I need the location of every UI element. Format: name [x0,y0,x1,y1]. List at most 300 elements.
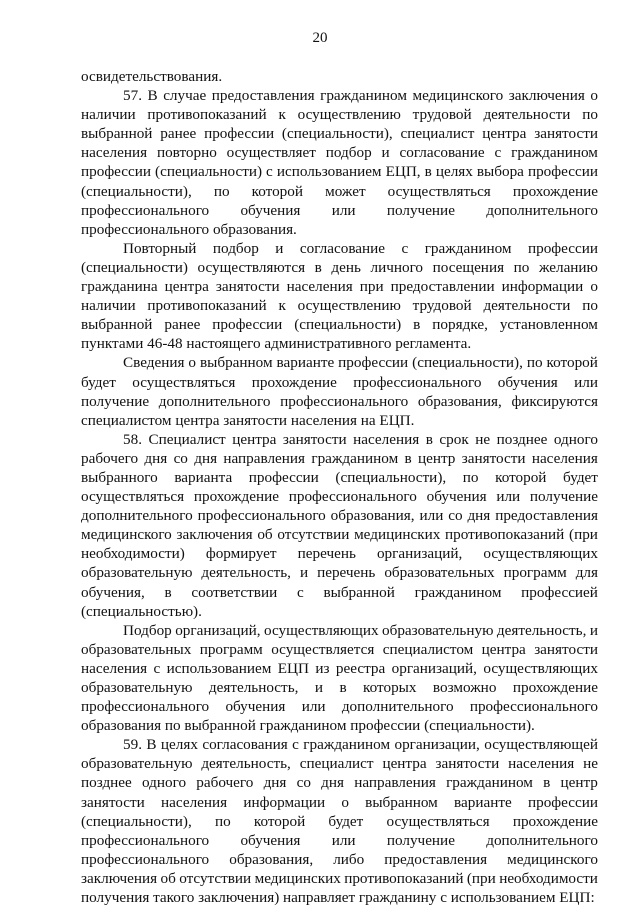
word: профессии [204,125,275,143]
word: гражданином [511,144,598,162]
word: профессии [81,163,152,181]
word: образования, [229,850,314,868]
word: населения [531,449,598,467]
text-line [81,105,598,124]
word: рабочего [196,774,254,792]
text-line [81,735,598,754]
word: варианта [174,468,233,486]
word: дополнительного [341,698,454,716]
word: профессионального [353,373,482,391]
page-number: 20 [312,30,328,46]
word: об [257,526,273,544]
word: занятости [534,125,598,143]
text-line [81,353,598,372]
text-line [81,258,598,277]
word: профессионального [288,488,417,506]
word: об [160,869,176,887]
text-line [81,506,598,525]
word: согласование [399,144,485,162]
text-line [81,621,598,640]
word: или [419,507,444,525]
word: случае [163,87,207,105]
text-line: специалистом центра занятости населения на ЕЦП. [81,411,415,429]
word: образования, [417,392,502,410]
word: 59. [123,736,142,754]
word: и [589,621,598,639]
word: и [299,564,309,582]
word: по [582,297,598,315]
text-line: профессионального образования. [81,220,297,238]
word: с [494,144,502,162]
word: профессии [527,163,598,181]
word: целях [160,736,198,754]
word: по [462,468,479,486]
word: противопоказаний [147,297,267,315]
word: деятельности [483,106,571,124]
word: (специальности) [81,258,188,276]
word: центра [382,755,427,773]
word: (специальности) [294,316,402,334]
word: осуществляющих [263,621,379,639]
word: населения [353,430,420,448]
word: В [147,87,158,105]
word: осуществляться [81,488,185,506]
text-line [81,201,598,220]
word: будет [563,468,598,486]
word: не [583,755,598,773]
text-line: (специальностью). [81,602,202,620]
text-line [81,831,598,850]
text-line [81,697,598,716]
word: осуществляться [386,812,490,830]
word: отсутствии [277,526,350,544]
word: осуществляет [226,144,316,162]
word: получение [386,201,455,219]
word: одного [553,430,598,448]
word: профессионального [469,698,598,716]
word: образовательную [81,755,193,773]
word: формирует [205,545,277,563]
word: профессии [248,468,319,486]
word: ранее [160,125,197,143]
word: медицинского [507,850,598,868]
word: центра [482,125,527,143]
word: которых [363,679,417,696]
word: (специальности) [155,163,263,181]
word: желанию [538,258,598,276]
word: (специальности), [412,354,523,372]
word: будет [328,812,364,830]
word: либо [333,850,365,868]
word: со [448,507,463,525]
word: прохождение [512,182,598,200]
word: гражданина [81,278,158,296]
word: варианте [276,354,335,372]
word: осуществляться [387,182,491,200]
word: по [526,354,543,372]
word: при [359,278,384,296]
word: образовательных [384,564,495,582]
word: деятельность, [201,564,291,582]
word: трудовой [412,106,472,124]
word: гражданином [424,239,512,257]
word: населения [161,793,228,811]
word: (специальности), [281,125,393,143]
word: варианте [454,793,512,811]
word: Подбор [123,621,172,639]
word: использованием [166,659,272,677]
word: повторно [156,144,217,162]
word: противопоказаний [445,526,565,544]
word: выбранном [365,793,438,811]
word: профессии [338,354,409,372]
word: заключения [176,526,253,544]
word: о [590,278,598,296]
word: выбранном [199,354,273,372]
word: профессионального [197,507,326,525]
text-line [81,124,598,143]
text-line [81,296,598,315]
word: с [266,163,273,181]
word: которой [546,354,598,372]
text-line [81,754,598,773]
word: день [331,258,361,276]
word: образовательных [81,640,192,658]
text-line [81,86,598,105]
word: с [153,659,161,677]
word: предоставления [211,87,315,105]
word: В [146,736,157,754]
body-text [81,67,598,907]
word: (при [569,526,598,544]
text-line [81,239,598,258]
word: гражданином [414,583,502,601]
word: возможно [432,679,497,696]
word: дня [194,449,218,467]
word: специалистом [382,640,474,658]
word: одного [142,774,187,792]
word: отсутствии [179,869,252,887]
word: занятости [461,449,526,467]
word: гражданином [303,736,391,754]
word: образовательную [382,621,494,639]
word: Специалист [148,430,226,448]
word: личного [370,258,424,276]
word: по [214,812,231,830]
word: рабочего [81,449,139,467]
word: трудовой [412,297,472,315]
word: необходимости [499,869,598,887]
word: профессионального [81,850,210,868]
word: профессионального [81,201,210,219]
word: 58. [123,430,142,448]
word: или [301,698,326,716]
word: соответствии [191,583,278,601]
word: со [296,774,311,792]
word: фиксируются [511,392,598,410]
text-line [81,659,598,678]
word: в [404,449,412,467]
word: для [575,564,598,582]
word: ранее [164,316,201,334]
word: перечень [317,564,376,582]
word: профессионального [81,698,210,716]
word: организаций, [376,545,463,563]
word: гражданином [311,449,399,467]
word: 57. [123,87,142,105]
text-line [81,277,598,296]
word: обучения [426,488,487,506]
text-line [81,640,598,659]
word: получение [386,831,455,849]
word: организаций, [175,621,261,639]
text-line [81,583,598,602]
word: по [213,182,230,200]
word: заключения [81,869,158,887]
word: прохождение [512,679,598,696]
word: центра [232,430,277,448]
word: занятости [282,430,347,448]
word: медицинских [254,869,341,887]
word: занятости [215,278,280,296]
word: противопоказаний [344,869,464,887]
word: в [314,258,322,276]
word: программ [199,640,263,658]
word: получение [81,392,150,410]
word: осуществляющих [483,659,598,677]
word: со [173,449,188,467]
word: гражданином [446,774,533,792]
word: информации [501,278,584,296]
text-line [81,449,598,468]
word: дополнительного [486,201,598,219]
text-line [81,773,598,792]
word: населения [508,755,575,773]
word: медицинского [81,526,172,544]
word: может [325,182,366,200]
word: которой [253,812,306,830]
word: порядке, [432,316,488,334]
word: о [188,354,197,372]
word: центра [164,278,209,296]
text-line [81,850,598,869]
word: дополнительного [486,831,598,849]
text-line: получения такого заключения) направляет гражданину с использованием ЕЦП: [81,889,595,907]
word: выбранной [81,125,153,143]
word: осуществлению [297,297,401,315]
word: позднее [496,430,548,448]
word: заключения [508,87,585,105]
word: занятости [435,755,500,773]
word: получение [529,488,598,506]
word: необходимости) [81,545,185,563]
word: населения [81,659,148,677]
word: и [275,239,284,257]
word: подбор [212,239,259,257]
text-line: образования по выбранной гражданином профессии (специальности). [81,717,535,735]
text-line [81,869,598,888]
word: центр [560,774,598,792]
word: обучения [497,373,558,391]
word: осуществляющих [483,545,598,563]
word: в [413,316,421,334]
word: по [513,258,530,276]
word: прохождение [512,812,598,830]
word: профессии [527,239,598,257]
text-line [81,544,598,563]
word: или [331,831,356,849]
word: осуществляются [197,258,306,276]
word: обучения [240,201,301,219]
word: дополнительного [81,507,193,525]
word: использованием [276,163,382,181]
word: реестра [335,659,386,677]
word: образовательную [81,679,193,696]
word: которой [251,182,304,200]
word: согласования [202,736,288,754]
text-line [81,143,598,162]
word: деятельность, [201,755,291,773]
word: согласование [299,239,386,257]
word: не [475,430,491,448]
word: (специальности), [81,182,192,200]
word: дня [263,774,287,792]
word: информации [243,793,326,811]
word: которой [495,468,547,486]
word: деятельность, [208,679,299,696]
word: с [296,583,304,601]
word: организации, [394,736,480,754]
text-line [81,563,598,582]
word: профессионального [81,831,210,849]
word: к [278,297,286,315]
word: в [164,583,172,601]
word: Сведения [123,354,185,372]
word: подбор [325,144,372,162]
word: предоставления [384,850,488,868]
word: с [292,736,299,754]
word: выбранной [81,316,153,334]
word: занятости [534,640,598,658]
word: предоставления [495,507,598,525]
word: медицинских [354,526,441,544]
text-line [81,793,598,812]
word: обучения [240,831,301,849]
text-line [81,468,598,487]
word: или [331,201,356,219]
word: гражданином [320,87,407,105]
word: осуществляется [271,640,375,658]
word: профессией [521,583,598,601]
text-line [81,162,598,181]
text-line [81,430,598,449]
word: и [381,144,390,162]
word: целях [435,163,473,181]
word: прохождение [251,373,337,391]
word: профессии [527,793,598,811]
word: образования, [330,507,415,525]
word: наличии [81,297,136,315]
word: в [543,774,551,792]
word: противопоказаний [147,106,267,124]
word: дня [321,774,344,792]
word: центра [481,640,526,658]
word: выбранной [323,583,395,601]
word: занятости [81,793,145,811]
word: в [339,679,347,696]
word: выбора [476,163,524,181]
word: наличии [81,106,136,124]
word: из [315,659,330,677]
text-line [81,525,598,544]
word: направления [354,774,436,792]
word: направления [223,449,306,467]
word: осуществляющей [484,736,598,754]
word: перечень [297,545,356,563]
word: (при [466,869,496,887]
text-line [81,373,598,392]
word: будет [81,373,116,391]
word: осуществляться [132,373,236,391]
text-line [81,392,598,411]
word: осуществлению [297,106,401,124]
word: (специальности), [81,812,192,830]
word: профессионального [280,392,409,410]
word: ЕЦП [277,659,309,677]
text-line [81,487,598,506]
word: образовательную [81,564,193,582]
word: деятельность, [496,621,587,639]
word: о [341,793,349,811]
word: и [314,679,323,696]
text-line [81,182,598,201]
word: центр [417,449,456,467]
word: специалист [299,755,374,773]
word: прохождение [193,488,279,506]
word: (специальности), [335,468,447,486]
word: программ [503,564,567,582]
text-line [81,812,598,831]
word: в [425,430,433,448]
word: в [424,163,432,181]
word: позднее [81,774,132,792]
word: к [278,106,286,124]
word: дня [467,507,491,525]
word: медицинского [412,87,504,105]
word: дня [144,449,168,467]
word: с [401,239,409,257]
word: деятельности [483,297,571,315]
word: профессии [212,316,283,334]
word: посещения [432,258,505,276]
word: срок [439,430,469,448]
word: дополнительного [158,392,271,410]
word: населения [286,278,353,296]
word: обучения [225,698,286,716]
word: ЕЦП, [385,163,421,181]
word: Повторный [123,239,197,257]
text-line: пунктами 46-48 настоящего административного регламента. [81,335,472,353]
word: по [582,106,598,124]
text-line [81,315,598,334]
word: о [590,87,598,105]
text-line: освидетельствования. [81,68,223,85]
word: или [574,373,598,391]
word: специалист [400,125,475,143]
text-line [81,678,598,697]
word: населения [81,144,148,162]
word: или [496,488,521,506]
